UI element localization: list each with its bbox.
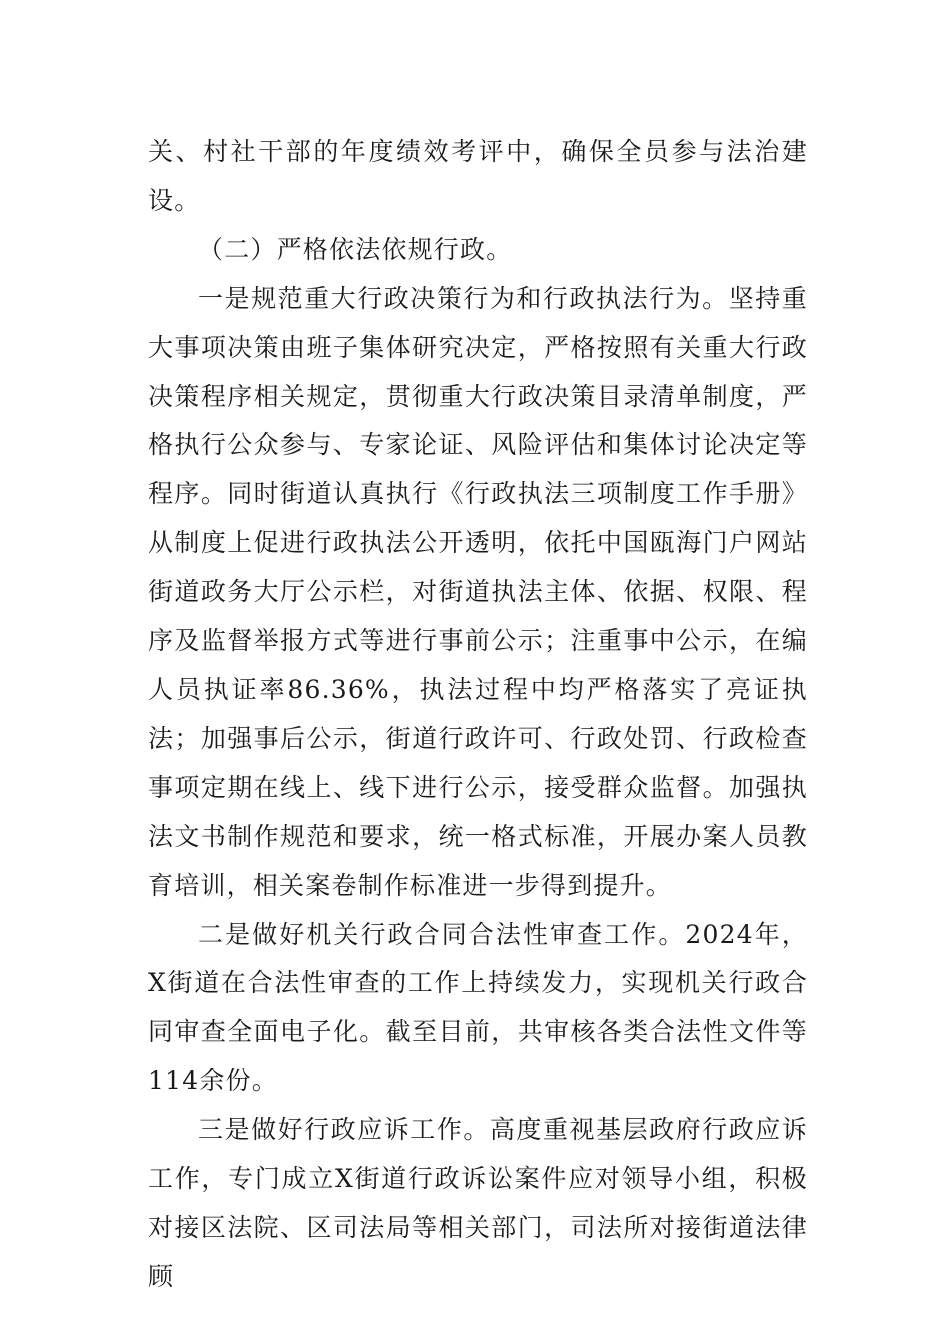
paragraph-continuation: 关、村社干部的年度绩效考评中，确保全员参与法治建设。 xyxy=(148,137,808,215)
paragraph-contract-review: 二是做好机关行政合同合法性审查工作。2024年，X街道在合法性审查的工作上持续发力，实现机关行政合同审查全面电子化。截至目前，共审核各类合法性文件等114余份。 xyxy=(148,919,808,1096)
paragraph-litigation-response: 三是做好行政应诉工作。高度重视基层政府行政应诉工作，专门成立X街道行政诉讼案件应对领导小组，积极对接区法院、区司法局等相关部门，司法所对接街道法律顾 xyxy=(148,1115,808,1291)
paragraph-administrative-decisions: 一是规范重大行政决策行为和行政执法行为。坚持重大事项决策由班子集体研究决定，严格按照有关重大行政决策程序相关规定，贯彻重大行政决策目录清单制度，严格执行公众参与、专家论证、风险评估和集体讨论决定等程序。同时街道认真执行《行政执法三项制度工作手册》从制度上促进行政执法公开透明，依托中国瓯海门户网站街道政务大厅公示栏，对街道执法主体、依据、权限、程序及监督举报方式等进行事前公示；注重事中公示，在编人员执证率86.36%，执法过程中均严格落实了亮证执法；加强事后公示，街道行政许可、行政处罚、行政检查事项定期在线上、线下进行公示，接受群众监督。加强执法文书制作规范和要求，统一格式标准，开展办案人员教育培训，相关案卷制作标准进一步得到提升。 xyxy=(148,283,808,900)
section-heading: （二）严格依法依规行政。 xyxy=(198,234,513,264)
document-body xyxy=(148,128,808,1302)
